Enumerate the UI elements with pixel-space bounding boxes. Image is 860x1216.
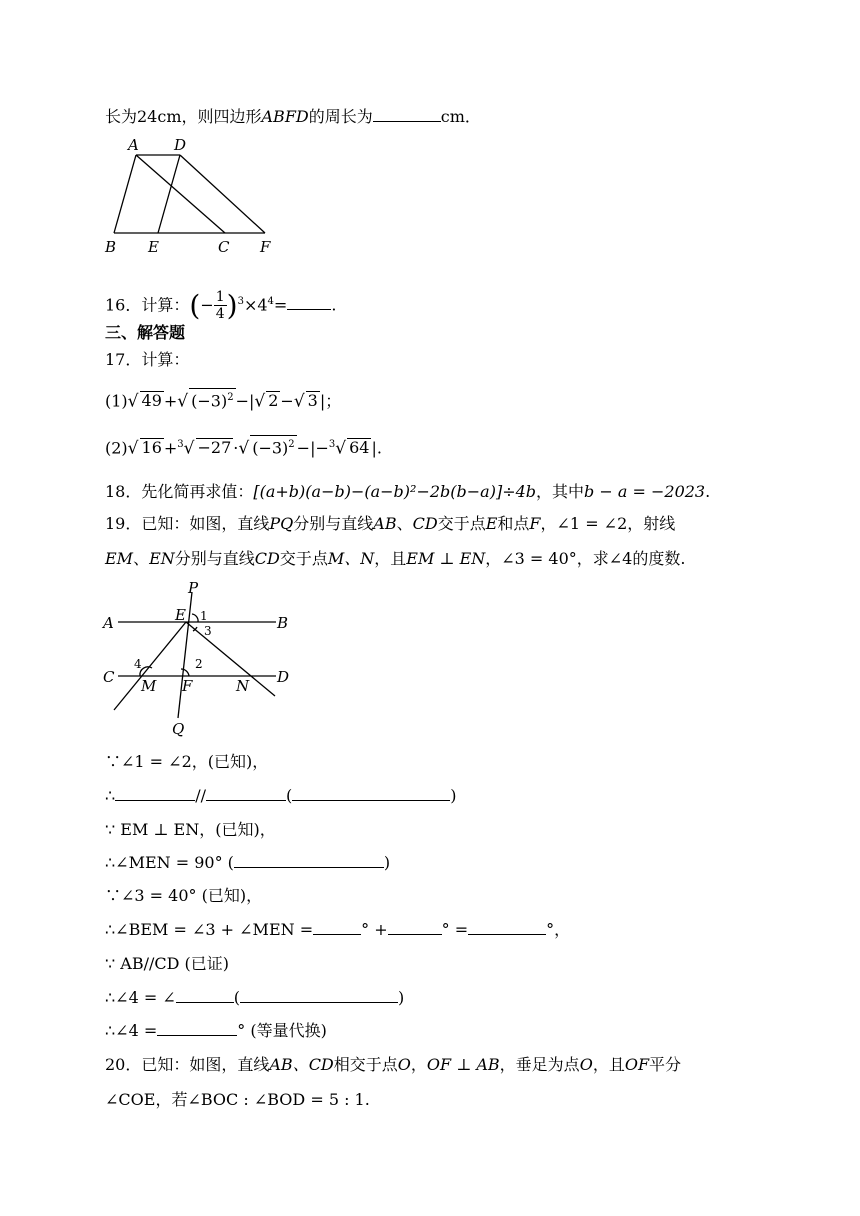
step-4: ∴∠MEN = 90° ( ) [105,853,391,872]
q18-text: 18．先化简再求值：[(a+b)(a−b)−(a−b)²−2b(b−a)]÷4b，其中b − a = −2023. [105,482,711,501]
angle-4-label: 4 [134,657,142,671]
answer-blank[interactable] [176,988,234,1003]
label-A: A [128,136,139,154]
fraction: $\frac{1}{4}$ [215,289,225,323]
trapezoid-figure [100,135,290,260]
q15-text: 长为24cm，则四边形ABFD的周长为 cm． [105,107,481,126]
answer-blank[interactable] [313,920,361,935]
step-9: ∴∠4 = ° (等量代换) [105,1021,327,1040]
label-P: P [188,579,199,597]
step-5: ∵∠3 = 40° (已知)， [105,886,263,905]
angle-3-label: 3 [204,624,212,638]
q19-line2: EM、EN分别与直线CD交于点M、N，且EM ⊥ EN，∠3 = 40°，求∠4的度数. [105,549,686,568]
answer-blank[interactable] [468,920,546,935]
label-E: E [175,606,186,624]
label-M: M [141,677,157,695]
step-6: ∴∠BEM = ∠3 + ∠MEN = ° + ° = °， [105,920,571,939]
step-3: ∵ EM ⊥ EN，(已知)， [105,820,276,839]
step-2: ∴ // ( ) [105,786,457,805]
label-D: D [174,136,187,154]
step-7: ∵ AB//CD (已证) [105,954,230,973]
reason-blank[interactable] [234,853,384,868]
angle-2-label: 2 [195,657,203,671]
q17-part2: (2)√ 16 +$^3$√ −27 ·√ $(-3)^2 -|-^3√$ 64 |. [105,435,382,458]
answer-blank[interactable] [157,1021,237,1036]
q19-line1: 19．已知：如图，直线PQ分别与直线AB、CD交于点E和点F，∠1 = ∠2，射线 [105,514,676,533]
reason-blank[interactable] [240,988,398,1003]
step-8: ∴∠4 = ∠ ( ) [105,988,405,1007]
angle-1-label: 1 [200,609,208,623]
answer-blank[interactable] [287,295,331,310]
q16-text: 16．计算：(− $\frac{1}{4}$ )$^3\times 4^4=$ . [105,288,337,323]
label-C: C [103,668,115,686]
label-N: N [236,677,250,695]
q17-title: 17．计算： [105,350,190,369]
step-1: ∵∠1 = ∠2，(已知)， [105,752,269,771]
q20-line2: ∠COE，若∠BOC : ∠BOD = 5 : 1. [105,1090,370,1109]
label-F: F [182,677,193,695]
q17-part1: (1)√ 49 +√ $(-3)^2$ −|√ 2 −√ 3 |； [105,388,341,411]
label-A: A [103,614,114,632]
label-E: E [148,238,159,256]
label-B: B [105,238,117,256]
answer-blank[interactable] [115,786,195,801]
answer-blank[interactable] [373,107,441,122]
parallel-lines-figure [100,578,300,738]
label-C: C [218,238,230,256]
reason-blank[interactable] [292,786,450,801]
q20-line1: 20．已知：如图，直线AB、CD相交于点O，OF ⊥ AB，垂足为点O，且OF平分 [105,1055,682,1074]
label-D: D [277,668,290,686]
answer-blank[interactable] [388,920,442,935]
label-Q: Q [172,720,185,738]
label-B: B [277,614,289,632]
label-F: F [260,238,271,256]
section-heading: 三、解答题 [105,323,186,342]
answer-blank[interactable] [206,786,286,801]
